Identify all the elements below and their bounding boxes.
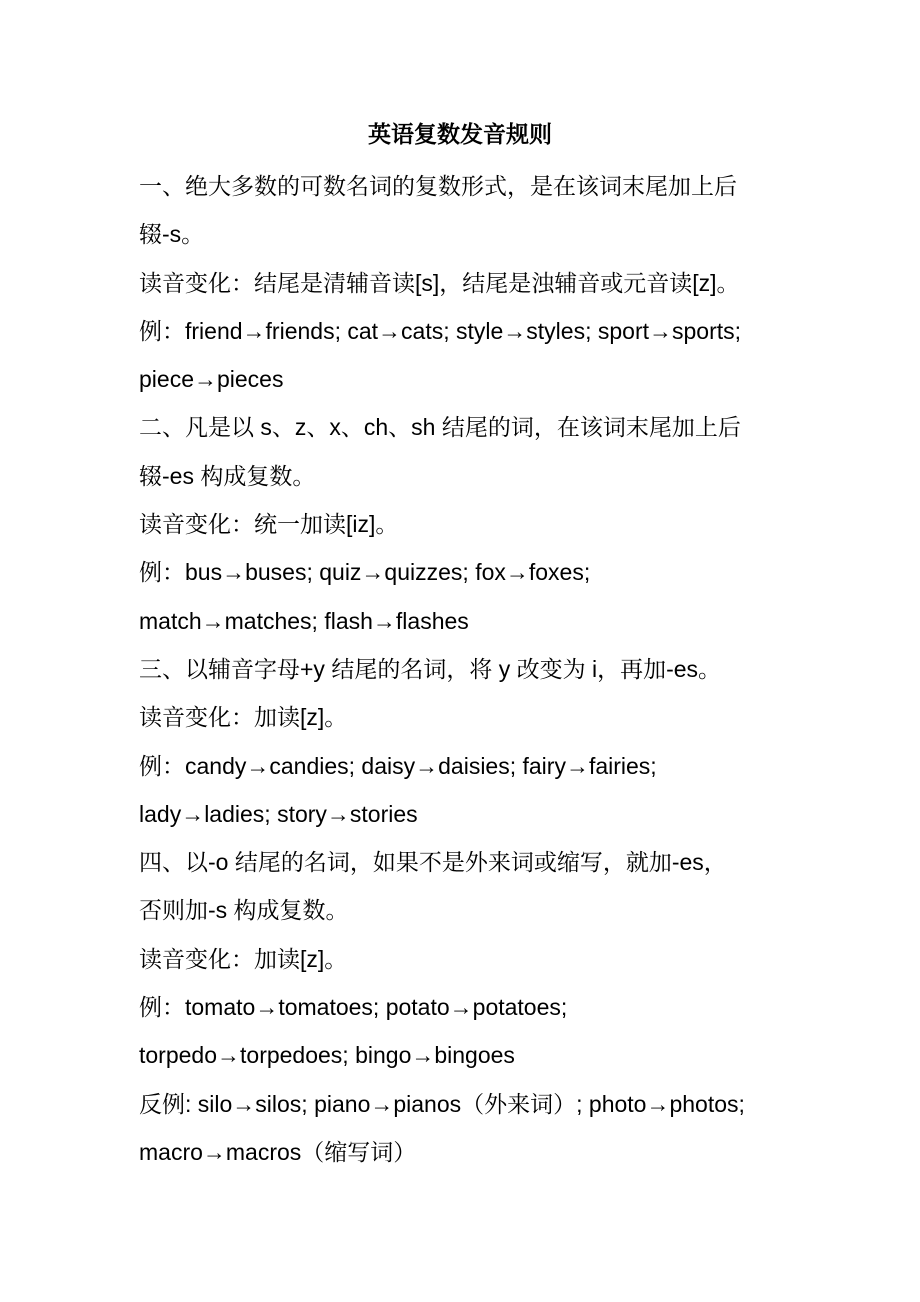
rule-4-counterexamples-line-2: macro→macros（缩写词） (139, 1138, 417, 1165)
rule-4-examples-line-1: 例：tomato→tomatoes; potato→potatoes; (139, 994, 568, 1021)
rule-2-examples-line-2: match→matches; flash→flashes (139, 607, 469, 634)
rule-4-pronunciation: 读音变化：加读[z]。 (139, 945, 348, 972)
rule-3-pronunciation: 读音变化：加读[z]。 (139, 704, 348, 731)
rule-1-heading-line-1: 一、绝大多数的可数名词的复数形式，是在该词末尾加上后 (139, 173, 737, 199)
rule-1-examples-line-2: piece→pieces (139, 366, 284, 393)
rule-3-heading: 三、以辅音字母+y 结尾的名词，将 y 改变为 i，再加-es。 (139, 655, 722, 682)
document-body (139, 162, 799, 1176)
rule-1-examples-line-1: 例：friend→friends; cat→cats; style→styles; sport→sports; (139, 317, 742, 344)
rule-2-pronunciation: 读音变化：统一加读[iz]。 (139, 511, 399, 538)
rule-1-pronunciation: 读音变化：结尾是清辅音读[s]，结尾是浊辅音或元音读[z]。 (139, 269, 740, 296)
rule-2-heading-line-1: 二、凡是以 s、z、x、ch、sh 结尾的词，在该词末尾加上后 (139, 414, 741, 441)
page-title: 英语复数发音规则 (368, 121, 552, 148)
rule-2-examples-line-1: 例：bus→buses; quiz→quizzes; fox→foxes; (139, 559, 591, 586)
rule-4-heading-line-2: 否则加-s 构成复数。 (139, 897, 349, 924)
rule-3-examples-line-1: 例：candy→candies; daisy→daisies; fairy→fairies; (139, 752, 657, 779)
rule-1-heading-line-2: 辍-s。 (139, 221, 205, 248)
rule-4-examples-line-2: torpedo→torpedoes; bingo→bingoes (139, 1042, 515, 1069)
rule-2-heading-line-2: 辍-es 构成复数。 (139, 462, 316, 489)
rule-3-examples-line-2: lady→ladies; story→stories (139, 800, 418, 827)
rule-4-counterexamples-line-1: 反例: silo→silos; piano→pianos（外来词）; photo→photos; (139, 1090, 745, 1117)
rule-4-heading-line-1: 四、以-o 结尾的名词，如果不是外来词或缩写，就加-es， (139, 849, 727, 876)
